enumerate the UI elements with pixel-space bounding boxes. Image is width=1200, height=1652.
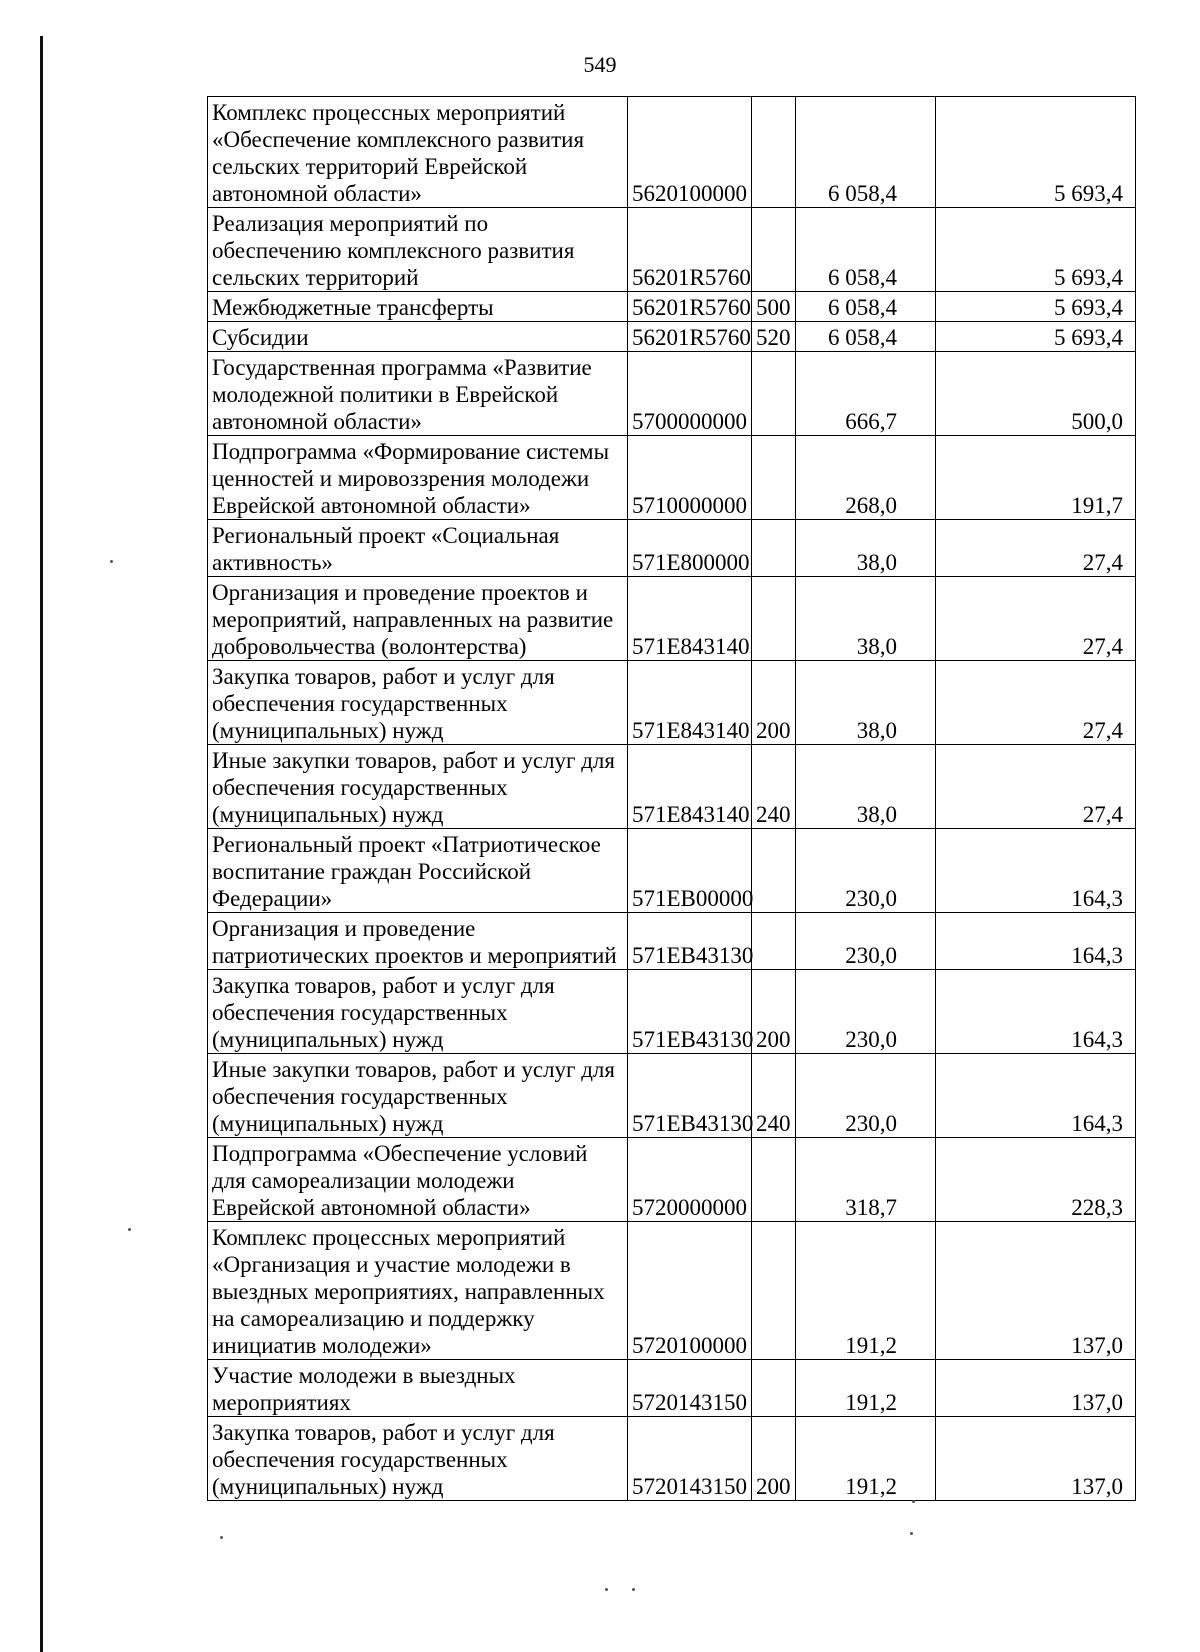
table-row [208,292,1136,322]
row-name: Комплекс процессных мероприятий «Обеспечение комплексного развития сельских территорий Еврейской автономной области» [208,97,628,208]
row-value-1: 38,0 [796,577,936,661]
row-value-2: 164,3 [936,970,1136,1054]
row-name: Иные закупки товаров, работ и услуг для обеспечения государственных (муниципальных) нужд [208,745,628,829]
table-row [208,745,1136,829]
row-value-2: 164,3 [936,913,1136,970]
row-name: Закупка товаров, работ и услуг для обеспечения государственных (муниципальных) нужд [208,1417,628,1501]
scan-speck [912,1500,915,1503]
row-code: 571EB00000 [628,829,752,913]
row-value-1: 38,0 [796,661,936,745]
row-expense-type [752,1360,796,1417]
row-code: 56201R5760 [628,322,752,352]
row-value-2: 5 693,4 [936,208,1136,292]
row-value-2: 137,0 [936,1222,1136,1360]
scan-speck [220,1536,223,1539]
row-expense-type [752,829,796,913]
row-value-1: 6 058,4 [796,97,936,208]
scan-speck [110,560,113,563]
table-row [208,352,1136,436]
row-name: Субсидии [208,322,628,352]
row-name: Реализация мероприятий по обеспечению комплексного развития сельских территорий [208,208,628,292]
row-code: 571EB43130 [628,970,752,1054]
row-expense-type: 200 [752,661,796,745]
row-value-1: 666,7 [796,352,936,436]
table-row [208,322,1136,352]
row-code: 571E843140 [628,745,752,829]
row-value-2: 500,0 [936,352,1136,436]
row-code: 56201R5760 [628,208,752,292]
row-expense-type [752,520,796,577]
page-number: 549 [583,52,617,77]
scan-speck [632,1588,635,1591]
row-value-2: 27,4 [936,745,1136,829]
row-name: Закупка товаров, работ и услуг для обеспечения государственных (муниципальных) нужд [208,661,628,745]
table-row [208,436,1136,520]
row-code: 571E843140 [628,577,752,661]
row-expense-type [752,352,796,436]
table-row [208,1360,1136,1417]
row-value-1: 191,2 [796,1417,936,1501]
row-value-1: 268,0 [796,436,936,520]
row-value-2: 5 693,4 [936,97,1136,208]
row-code: 5720000000 [628,1138,752,1222]
row-value-2: 228,3 [936,1138,1136,1222]
row-value-1: 6 058,4 [796,292,936,322]
row-name: Участие молодежи в выездных мероприятиях [208,1360,628,1417]
row-name: Иные закупки товаров, работ и услуг для обеспечения государственных (муниципальных) нужд [208,1054,628,1138]
row-expense-type [752,436,796,520]
row-name: Организация и проведение патриотических проектов и мероприятий [208,913,628,970]
row-value-1: 38,0 [796,745,936,829]
row-code: 571EB43130 [628,1054,752,1138]
row-expense-type [752,577,796,661]
row-value-1: 230,0 [796,1054,936,1138]
table-row [208,913,1136,970]
table-row [208,1138,1136,1222]
row-value-2: 27,4 [936,520,1136,577]
scan-speck [605,1588,608,1591]
row-name: Региональный проект «Социальная активность» [208,520,628,577]
scan-speck [910,1532,913,1535]
row-value-2: 27,4 [936,661,1136,745]
row-name: Закупка товаров, работ и услуг для обеспечения государственных (муниципальных) нужд [208,970,628,1054]
row-value-1: 38,0 [796,520,936,577]
row-expense-type [752,97,796,208]
row-expense-type [752,1222,796,1360]
row-code: 5720100000 [628,1222,752,1360]
row-name: Подпрограмма «Формирование системы ценностей и мировоззрения молодежи Еврейской автономной области» [208,436,628,520]
table-row [208,970,1136,1054]
table-row [208,1222,1136,1360]
row-value-2: 164,3 [936,1054,1136,1138]
row-value-2: 5 693,4 [936,322,1136,352]
row-name: Межбюджетные трансферты [208,292,628,322]
scan-speck [128,1228,131,1231]
table-row [208,520,1136,577]
row-value-1: 6 058,4 [796,208,936,292]
row-value-2: 137,0 [936,1360,1136,1417]
binding-edge-line [40,36,43,1652]
table-row [208,829,1136,913]
row-code: 5620100000 [628,97,752,208]
row-expense-type [752,1138,796,1222]
row-value-1: 6 058,4 [796,322,936,352]
row-value-1: 230,0 [796,829,936,913]
row-value-2: 191,7 [936,436,1136,520]
row-code: 571E800000 [628,520,752,577]
row-expense-type [752,208,796,292]
row-code: 5720143150 [628,1417,752,1501]
row-name: Комплекс процессных мероприятий «Организация и участие молодежи в выездных мероприятиях, направленных на самореализацию и поддержку инициатив молодежи» [208,1222,628,1360]
row-value-2: 5 693,4 [936,292,1136,322]
row-value-1: 191,2 [796,1360,936,1417]
row-code: 56201R5760 [628,292,752,322]
row-value-2: 27,4 [936,577,1136,661]
budget-table-body [208,97,1136,1501]
row-name: Государственная программа «Развитие молодежной политики в Еврейской автономной области» [208,352,628,436]
table-row [208,577,1136,661]
row-name: Подпрограмма «Обеспечение условий для самореализации молодежи Еврейской автономной области» [208,1138,628,1222]
row-value-1: 191,2 [796,1222,936,1360]
row-expense-type: 200 [752,1417,796,1501]
table-row [208,97,1136,208]
row-value-2: 164,3 [936,829,1136,913]
row-expense-type: 200 [752,970,796,1054]
row-name: Организация и проведение проектов и мероприятий, направленных на развитие добровольчества (волонтерства) [208,577,628,661]
row-code: 571EB43130 [628,913,752,970]
row-name: Региональный проект «Патриотическое воспитание граждан Российской Федерации» [208,829,628,913]
budget-table [207,96,1136,1501]
row-expense-type [752,913,796,970]
row-expense-type: 520 [752,322,796,352]
row-value-1: 230,0 [796,970,936,1054]
row-value-2: 137,0 [936,1417,1136,1501]
table-row [208,661,1136,745]
row-code: 571E843140 [628,661,752,745]
row-expense-type: 240 [752,1054,796,1138]
table-row [208,208,1136,292]
row-value-1: 230,0 [796,913,936,970]
row-code: 5700000000 [628,352,752,436]
row-code: 5720143150 [628,1360,752,1417]
row-expense-type: 500 [752,292,796,322]
table-row [208,1417,1136,1501]
row-expense-type: 240 [752,745,796,829]
row-code: 5710000000 [628,436,752,520]
table-row [208,1054,1136,1138]
row-value-1: 318,7 [796,1138,936,1222]
